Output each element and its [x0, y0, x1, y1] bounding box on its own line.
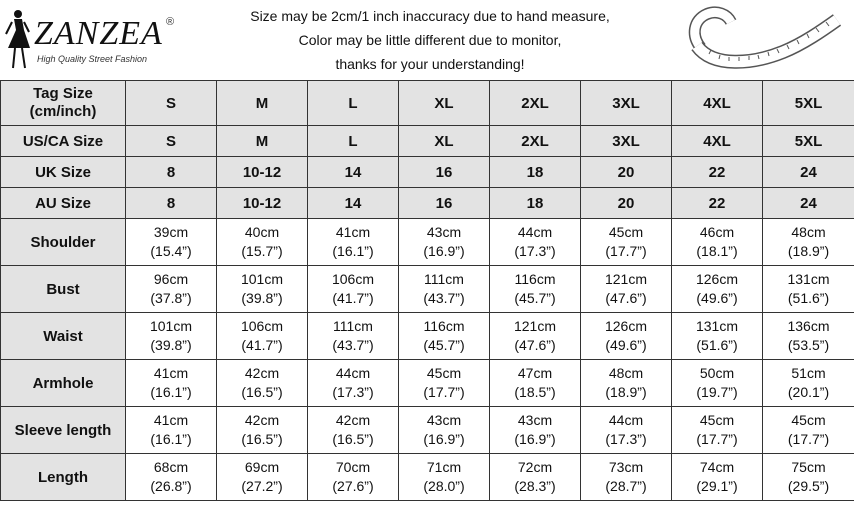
measurement-cm: 106cm [331, 271, 375, 287]
measurement-cm: 116cm [423, 318, 465, 334]
measurement-cm: 72cm [517, 459, 553, 475]
measurement-inch: (49.6”) [605, 337, 647, 353]
measurement-inch: (29.1”) [696, 478, 738, 494]
measurement-cm: 39cm [153, 224, 189, 240]
row-header: AU Size [1, 188, 126, 219]
size-cell: M [217, 81, 308, 126]
measurement-cm: 136cm [787, 318, 830, 334]
measurement-cm: 126cm [604, 318, 648, 334]
size-cell: 16 [399, 188, 490, 219]
measurement-inch: (15.7”) [241, 243, 283, 259]
size-cell: 22 [672, 188, 763, 219]
measurement-cm: 68cm [153, 459, 189, 475]
measurement-cell [217, 407, 308, 454]
measurement-cell [399, 313, 490, 360]
size-cell: 16 [399, 157, 490, 188]
measurement-inch: (47.6”) [514, 337, 556, 353]
measurement-cm: 45cm [608, 224, 644, 240]
size-cell: 14 [308, 157, 399, 188]
measurement-cm: 43cm [426, 224, 462, 240]
measurement-cm: 46cm [699, 224, 735, 240]
measurement-inch: (29.5”) [787, 478, 830, 494]
size-cell: 4XL [672, 126, 763, 157]
measurement-cm: 70cm [335, 459, 371, 475]
measurement-cell [308, 407, 399, 454]
measurement-cell [581, 266, 672, 313]
measurement-inch: (49.6”) [696, 290, 738, 306]
measurement-inch: (53.5”) [787, 337, 830, 353]
size-cell: 24 [763, 157, 854, 188]
measurement-inch: (43.7”) [332, 337, 374, 353]
measurement-inch: (45.7”) [514, 290, 556, 306]
measurement-cell [490, 313, 581, 360]
measurement-inch: (51.6”) [787, 290, 830, 306]
measurement-cm: 101cm [149, 318, 193, 334]
size-cell: 18 [490, 188, 581, 219]
row-header: Armhole [1, 360, 126, 407]
measurement-inch: (16.1”) [150, 431, 192, 447]
measurement-inch: (41.7”) [241, 337, 283, 353]
table-row [1, 188, 854, 219]
measurement-cm: 45cm [699, 412, 735, 428]
measurement-inch: (16.9”) [514, 431, 556, 447]
measurement-cell [217, 313, 308, 360]
measurement-notice [200, 4, 660, 76]
size-cell: S [126, 126, 217, 157]
table-row [1, 407, 854, 454]
measurement-cm: 131cm [695, 318, 739, 334]
measurement-cm: 116cm [514, 271, 556, 287]
measurement-inch: (18.9”) [787, 243, 830, 259]
measurement-inch: (16.5”) [241, 384, 283, 400]
measurement-inch: (16.1”) [332, 243, 374, 259]
measurement-cm: 111cm [424, 271, 464, 287]
measurement-cm: 42cm [244, 365, 280, 381]
measurement-cm: 101cm [240, 271, 284, 287]
measurement-cell [672, 407, 763, 454]
measurement-cell [672, 219, 763, 266]
measurement-cell [399, 407, 490, 454]
row-header: Sleeve length [1, 407, 126, 454]
size-cell: 8 [126, 188, 217, 219]
measurement-inch: (20.1”) [787, 384, 830, 400]
measurement-cell [217, 360, 308, 407]
measurement-cell [490, 454, 581, 501]
measurement-cell [126, 454, 217, 501]
measurement-cell [763, 360, 854, 407]
measurement-cell [399, 219, 490, 266]
measurement-cell [763, 454, 854, 501]
measurement-cell [490, 360, 581, 407]
measurement-cm: 41cm [335, 224, 371, 240]
row-header: Waist [1, 313, 126, 360]
size-cell: 3XL [581, 126, 672, 157]
measurement-cell [490, 219, 581, 266]
measurement-cm: 45cm [426, 365, 462, 381]
size-cell: 5XL [763, 81, 854, 126]
measurement-inch: (27.6”) [332, 478, 374, 494]
row-header [1, 81, 126, 126]
measurement-inch: (17.7”) [423, 384, 465, 400]
size-cell: 3XL [581, 81, 672, 126]
measurement-cell [490, 407, 581, 454]
measurement-cm: 41cm [153, 365, 189, 381]
row-header-line: (cm/inch) [29, 103, 97, 120]
table-row [1, 313, 854, 360]
measurement-cm: 43cm [426, 412, 462, 428]
row-header: Shoulder [1, 219, 126, 266]
row-header-line: Tag Size [33, 85, 93, 102]
brand-tagline: High Quality Street Fashion [37, 54, 148, 64]
measurement-inch: (16.5”) [332, 431, 374, 447]
measurement-cell [581, 454, 672, 501]
measurement-cm: 121cm [604, 271, 648, 287]
measurement-inch: (16.9”) [423, 431, 465, 447]
size-cell: 10-12 [217, 157, 308, 188]
measurement-cm: 43cm [517, 412, 553, 428]
measurement-cell [126, 266, 217, 313]
measurement-cell [672, 454, 763, 501]
measurement-cm: 75cm [791, 459, 826, 475]
measurement-cell [308, 360, 399, 407]
measurement-inch: (39.8”) [241, 290, 283, 306]
measurement-inch: (28.3”) [514, 478, 556, 494]
measurement-cell [763, 219, 854, 266]
size-cell: 5XL [763, 126, 854, 157]
measurement-cell [217, 219, 308, 266]
measurement-cm: 48cm [791, 224, 826, 240]
notice-line: Color may be little different due to monitor, [298, 32, 562, 48]
measurement-inch: (16.9”) [423, 243, 465, 259]
measurement-cm: 45cm [791, 412, 826, 428]
brand-logo [4, 6, 184, 72]
size-cell: 18 [490, 157, 581, 188]
measurement-cell [672, 360, 763, 407]
measurement-cm: 42cm [244, 412, 280, 428]
size-cell: L [308, 81, 399, 126]
notice-line: thanks for your understanding! [335, 56, 525, 72]
measurement-cell [763, 313, 854, 360]
measurement-cell [308, 454, 399, 501]
size-cell: 8 [126, 157, 217, 188]
measurement-inch: (39.8”) [150, 337, 192, 353]
measurement-cell [672, 313, 763, 360]
measurement-cm: 121cm [513, 318, 557, 334]
measurement-inch: (16.1”) [150, 384, 192, 400]
row-header: Bust [1, 266, 126, 313]
measurement-inch: (26.8”) [150, 478, 192, 494]
measurement-cm: 42cm [335, 412, 371, 428]
row-header: Length [1, 454, 126, 501]
measurement-inch: (17.7”) [787, 431, 830, 447]
measurement-cell [672, 266, 763, 313]
measurement-inch: (45.7”) [423, 337, 465, 353]
size-cell: S [126, 81, 217, 126]
header [0, 0, 854, 80]
table-row [1, 157, 854, 188]
measurement-cell [308, 266, 399, 313]
measurement-cell [126, 360, 217, 407]
measurement-cell [581, 313, 672, 360]
measurement-cell [581, 407, 672, 454]
measurement-cm: 51cm [791, 365, 826, 381]
table-row [1, 126, 854, 157]
measurement-cell [217, 454, 308, 501]
measurement-cm: 41cm [153, 412, 189, 428]
size-cell: 24 [763, 188, 854, 219]
measurement-inch: (51.6”) [696, 337, 738, 353]
table-row [1, 219, 854, 266]
measurement-inch: (43.7”) [423, 290, 465, 306]
measurement-cm: 96cm [153, 271, 189, 287]
measurement-cell [763, 407, 854, 454]
measurement-cell [581, 360, 672, 407]
measurement-cell [490, 266, 581, 313]
measurement-inch: (16.5”) [241, 431, 283, 447]
size-cell: XL [399, 81, 490, 126]
measurement-inch: (28.7”) [605, 478, 647, 494]
measurement-cm: 106cm [240, 318, 284, 334]
measurement-cell [399, 266, 490, 313]
measurement-cell [399, 454, 490, 501]
measurement-cm: 44cm [517, 224, 553, 240]
measurement-cell [308, 219, 399, 266]
size-cell: 20 [581, 188, 672, 219]
measurement-inch: (18.1”) [696, 243, 738, 259]
size-chart-table [0, 80, 854, 501]
measurement-cell [126, 219, 217, 266]
size-cell: 22 [672, 157, 763, 188]
table-row [1, 360, 854, 407]
size-cell: M [217, 126, 308, 157]
measurement-inch: (17.7”) [605, 243, 647, 259]
measurement-cm: 50cm [699, 365, 735, 381]
table-row [1, 266, 854, 313]
measurement-cell [581, 219, 672, 266]
measurement-inch: (15.4”) [150, 243, 192, 259]
measuring-tape-icon [683, 6, 843, 74]
measurement-cm: 40cm [244, 224, 280, 240]
measurement-cm: 111cm [333, 318, 373, 334]
table-row [1, 81, 854, 126]
measurement-cm: 73cm [608, 459, 644, 475]
measurement-inch: (47.6”) [605, 290, 647, 306]
size-cell: XL [399, 126, 490, 157]
measurement-inch: (37.8”) [150, 290, 192, 306]
measurement-cell [126, 313, 217, 360]
size-cell: L [308, 126, 399, 157]
measurement-cm: 69cm [244, 459, 280, 475]
measurement-inch: (28.0”) [423, 478, 465, 494]
measurement-inch: (17.3”) [514, 243, 556, 259]
measurement-cell [763, 266, 854, 313]
measurement-inch: (17.3”) [332, 384, 374, 400]
measurement-cm: 71cm [426, 459, 462, 475]
measurement-cm: 74cm [699, 459, 735, 475]
row-header: US/CA Size [1, 126, 126, 157]
measurement-cm: 47cm [517, 365, 553, 381]
fashion-figure-icon [4, 8, 36, 72]
row-header: UK Size [1, 157, 126, 188]
notice-line: Size may be 2cm/1 inch inaccuracy due to hand measure, [250, 8, 610, 24]
measurement-cm: 48cm [608, 365, 644, 381]
measurement-inch: (18.9”) [605, 384, 647, 400]
measurement-inch: (27.2”) [241, 478, 283, 494]
size-cell: 2XL [490, 126, 581, 157]
measurement-cell [217, 266, 308, 313]
size-cell: 14 [308, 188, 399, 219]
table-row [1, 454, 854, 501]
measurement-cm: 126cm [695, 271, 739, 287]
measurement-inch: (17.7”) [696, 431, 738, 447]
size-cell: 20 [581, 157, 672, 188]
measurement-cell [126, 407, 217, 454]
size-cell: 10-12 [217, 188, 308, 219]
size-cell: 2XL [490, 81, 581, 126]
measurement-cm: 44cm [335, 365, 371, 381]
measurement-inch: (17.3”) [605, 431, 647, 447]
measurement-cell [399, 360, 490, 407]
measurement-inch: (41.7”) [332, 290, 374, 306]
registered-mark: ® [166, 16, 175, 28]
measurement-cm: 44cm [608, 412, 644, 428]
measurement-inch: (19.7”) [696, 384, 738, 400]
brand-name: ZANZEA [34, 15, 163, 52]
size-cell: 4XL [672, 81, 763, 126]
measurement-cm: 131cm [787, 271, 830, 287]
measurement-cell [308, 313, 399, 360]
measurement-inch: (18.5”) [514, 384, 556, 400]
